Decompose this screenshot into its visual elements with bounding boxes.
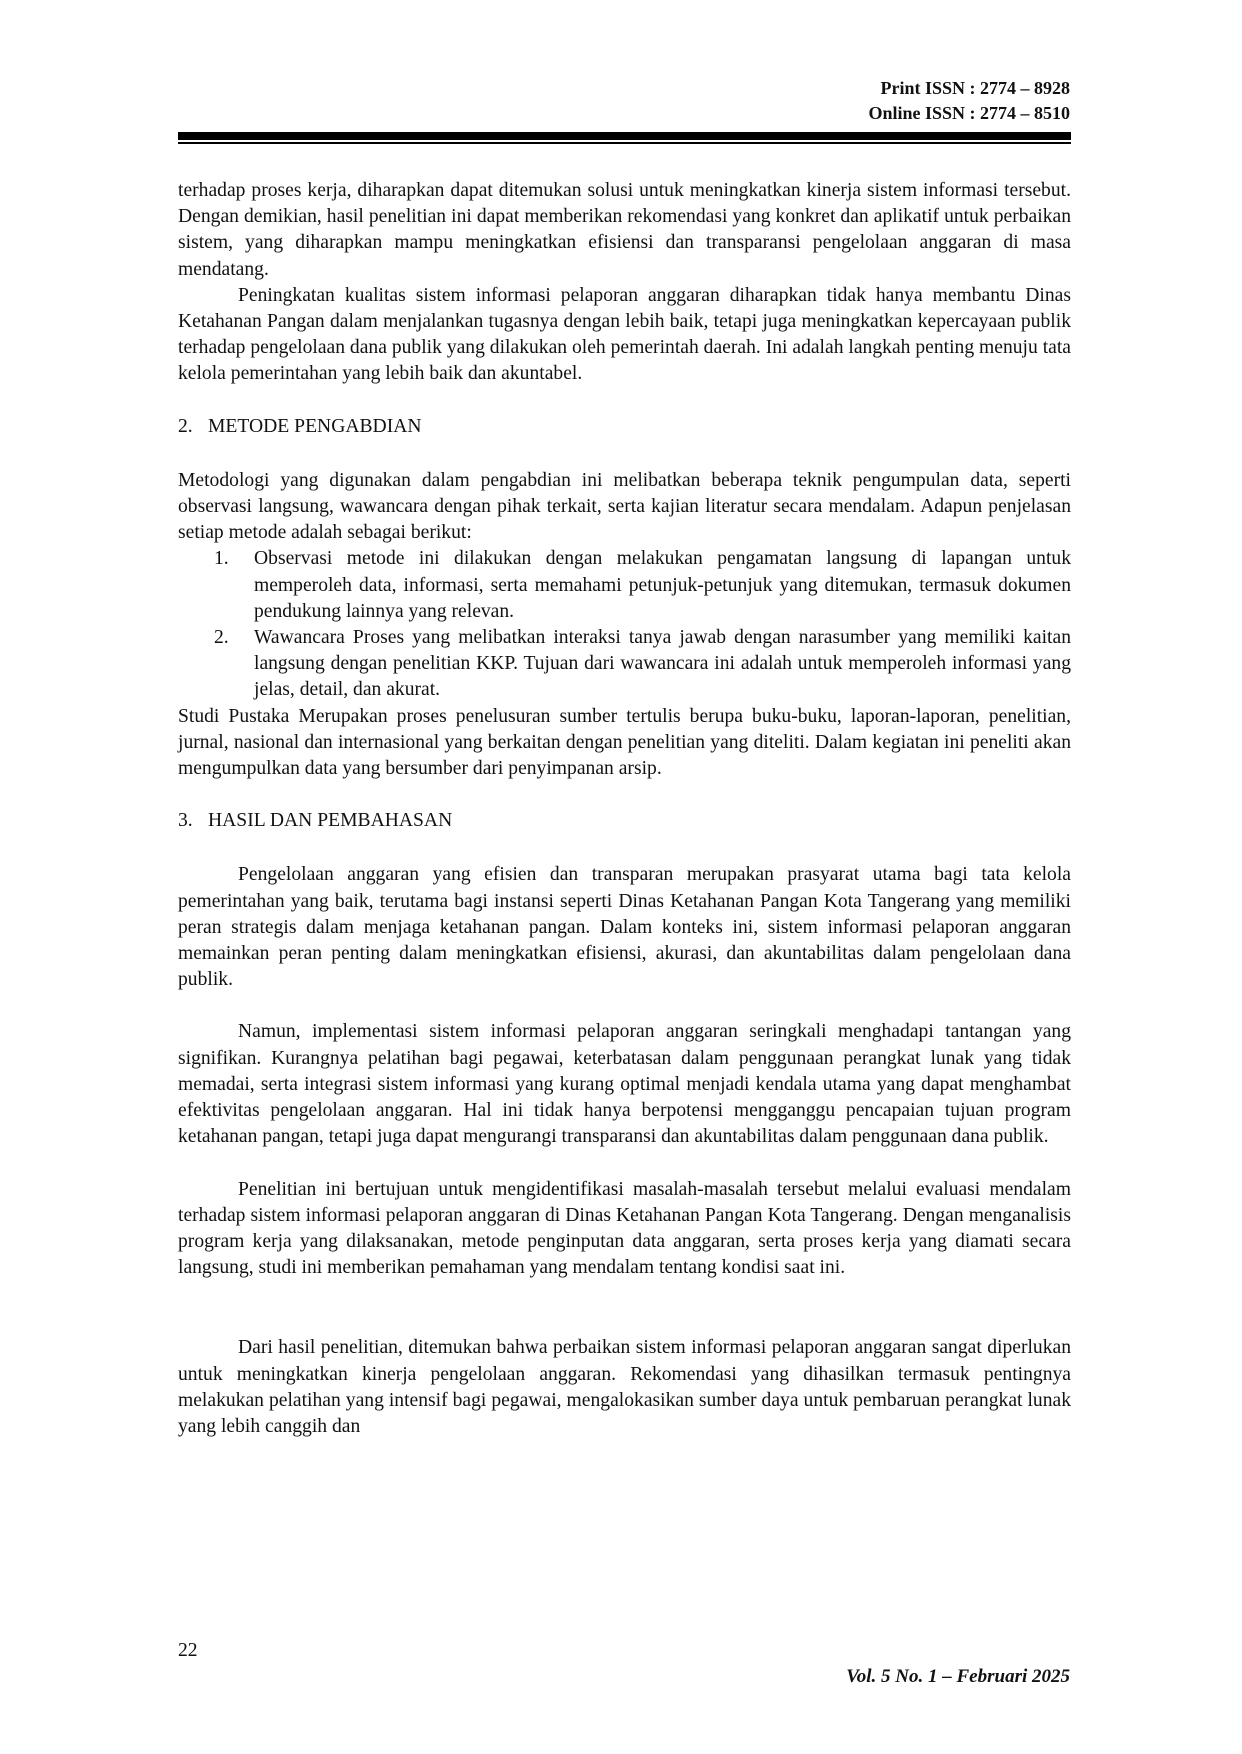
paragraph: terhadap proses kerja, diharapkan dapat ditemukan solusi untuk meningkatkan kinerja sistem informasi tersebut. Dengan demikian, hasil penelitian ini dapat memberikan rekomendasi yang konkret dan aplikatif untuk perbaikan sistem, yang diharapkan mampu meningkatkan efisiensi dan transparansi pengelolaan anggaran di masa mendatang. <box>178 180 1071 280</box>
online-issn: Online ISSN : 2774 – 8510 <box>868 103 1070 123</box>
paragraph: Dari hasil penelitian, ditemukan bahwa perbaikan sistem informasi pelaporan anggaran sangat diperlukan untuk meningkatkan kinerja pengelolaan anggaran. Rekomendasi yang dihasilkan termasuk pentingnya melakukan pelatihan yang intensif bagi pegawai, mengalokasikan sumber daya untuk pembaruan perangkat lunak yang lebih canggih dan <box>178 1337 1071 1437</box>
list-number: 2. <box>214 627 229 649</box>
journal-header <box>868 76 1070 126</box>
section-title: HASIL DAN PEMBAHASAN <box>208 810 453 832</box>
method-list <box>178 546 1071 703</box>
list-item <box>178 546 1071 625</box>
page-content <box>178 178 1071 1440</box>
volume-info: Vol. 5 No. 1 – Februari 2025 <box>846 1666 1070 1687</box>
list-item-text: Wawancara Proses yang melibatkan interaksi tanya jawab dengan narasumber yang memiliki kaitan langsung dengan penelitian KKP. Tujuan dari wawancara ini adalah untuk memperoleh informasi yang jelas, detail, dan akurat. <box>254 627 1071 701</box>
section-heading-metode <box>178 414 1071 440</box>
header-rule-thin <box>178 142 1071 144</box>
section-heading-hasil <box>178 808 1071 834</box>
list-item-text: Observasi metode ini dilakukan dengan melakukan pengamatan langsung di lapangan untuk memperoleh data, informasi, serta memahami petunjuk-petunjuk yang ditemukan, termasuk dokumen pendukung lainnya yang relevan. <box>254 548 1071 622</box>
paragraph: Pengelolaan anggaran yang efisien dan transparan merupakan prasyarat utama bagi tata kelola pemerintahan yang baik, terutama bagi instansi seperti Dinas Ketahanan Pangan Kota Tangerang yang memiliki peran strategis dalam menjaga ketahanan pangan. Dalam konteks ini, sistem informasi pelaporan anggaran memainkan peran penting dalam meningkatkan efisiensi, akurasi, dan akuntabilitas dalam pengelolaan dana publik. <box>178 864 1071 991</box>
print-issn: Print ISSN : 2774 – 8928 <box>880 78 1070 98</box>
paragraph: Namun, implementasi sistem informasi pelaporan anggaran seringkali menghadapi tantangan yang signifikan. Kurangnya pelatihan bagi pegawai, keterbatasan dalam penggunaan perangkat lunak yang tidak memadai, serta integrasi sistem informasi yang kurang optimal menjadi kendala utama yang dapat menghambat efektivitas pengelolaan anggaran. Hal ini tidak hanya berpotensi mengganggu pencapaian tujuan program ketahanan pangan, tetapi juga dapat mengurangi transparansi dan akuntabilitas dalam penggunaan dana publik. <box>178 1021 1071 1148</box>
section-title: METODE PENGABDIAN <box>208 415 422 437</box>
list-item <box>178 625 1071 704</box>
header-rule-thick <box>178 132 1071 140</box>
page-number: 22 <box>178 1640 198 1661</box>
section-number: 3. <box>178 810 193 832</box>
list-number: 1. <box>214 548 229 570</box>
section-number: 2. <box>178 415 193 437</box>
paragraph: Studi Pustaka Merupakan proses penelusuran sumber tertulis berupa buku-buku, laporan-laporan, penelitian, jurnal, nasional dan internasional yang berkaitan dengan penelitian yang diteliti. Dalam kegiatan ini peneliti akan mengumpulkan data yang bersumber dari penyimpanan arsip. <box>178 705 1071 780</box>
paragraph: Penelitian ini bertujuan untuk mengidentifikasi masalah-masalah tersebut melalui evaluasi mendalam terhadap sistem informasi pelaporan anggaran di Dinas Ketahanan Pangan Kota Tangerang. Dengan menganalisis program kerja yang dilaksanakan, metode penginputan data anggaran, serta proses kerja yang diamati secara langsung, studi ini memberikan pemahaman yang mendalam tentang kondisi saat ini. <box>178 1178 1071 1279</box>
paragraph: Metodologi yang digunakan dalam pengabdian ini melibatkan beberapa teknik pengumpulan data, seperti observasi langsung, wawancara dengan pihak terkait, serta kajian literatur secara mendalam. Adapun penjelasan setiap metode adalah sebagai berikut: <box>178 469 1071 544</box>
paragraph: Peningkatan kualitas sistem informasi pelaporan anggaran diharapkan tidak hanya membantu Dinas Ketahanan Pangan dalam menjalankan tugasnya dengan lebih baik, tetapi juga meningkatkan kepercayaan publik terhadap pengelolaan dana publik yang dilakukan oleh pemerintah daerah. Ini adalah langkah penting menuju tata kelola pemerintahan yang lebih baik dan akuntabel. <box>178 284 1071 385</box>
